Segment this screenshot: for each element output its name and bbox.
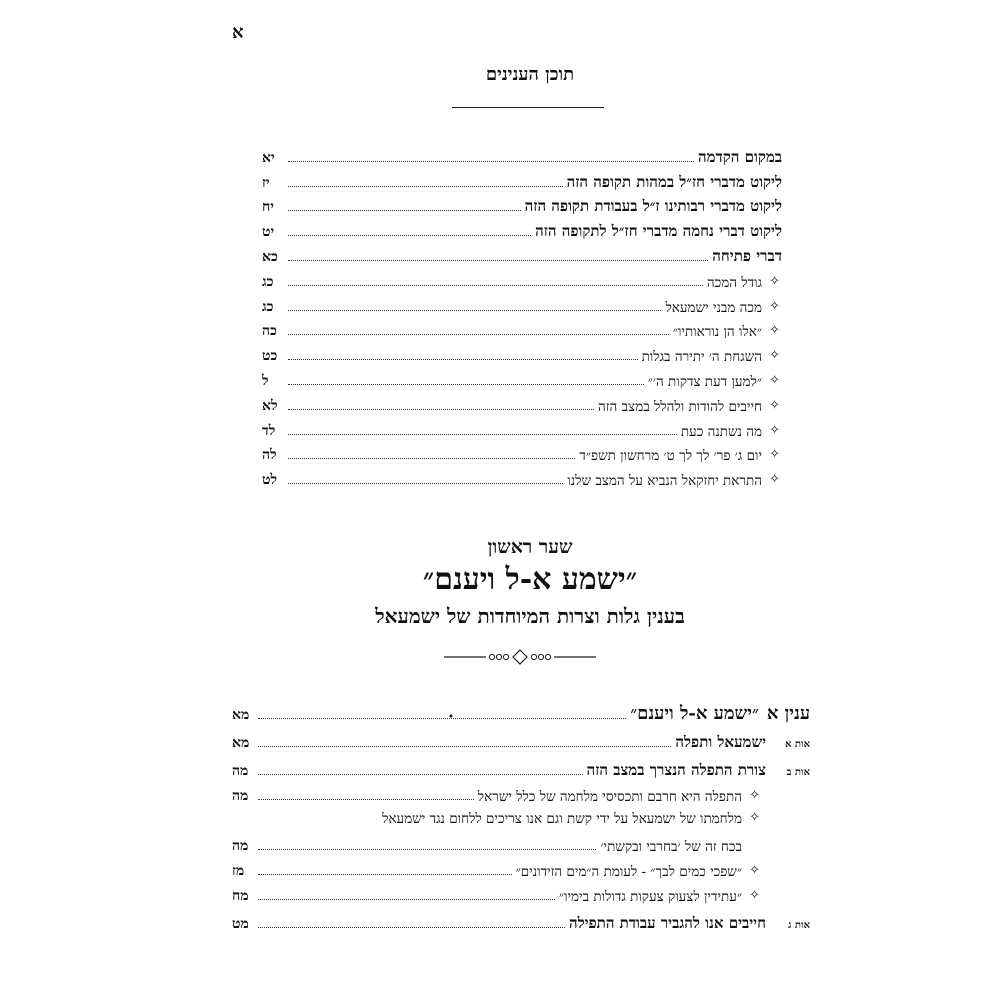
toc-entry[interactable] [262, 216, 782, 241]
toc-entry-text: ליקוט דברי נחמה מדברי חז״ל לתקופה הזה [535, 222, 782, 241]
toc-subentry[interactable] [262, 464, 782, 489]
diamond-bullet-icon: ✧ [749, 863, 760, 878]
toc-entry-text: יום ג׳ פר׳ לך לך ט׳ מרחשון תשפ״ד [579, 448, 762, 465]
toc-entry-text: ״למען דעת צדקות ה׳״ [647, 373, 762, 390]
toc-entry-page: כג [262, 273, 274, 290]
toc-entry-text: מה נשתנה כעת [680, 423, 762, 440]
toc-list [262, 142, 782, 489]
toc-entry-page: מז [232, 863, 245, 879]
dot-leader [288, 483, 563, 484]
diamond-bullet-icon: ✧ [769, 397, 780, 413]
toc-entry-page: יא [262, 149, 275, 166]
toc-entry-text: דברי פתיחה [712, 246, 782, 265]
toc-subentry[interactable] [232, 805, 810, 827]
chapter-toc [232, 690, 810, 933]
diamond-bullet-icon: ✧ [749, 810, 760, 825]
chapter-entry[interactable] [232, 690, 810, 724]
toc-subentry[interactable] [262, 266, 782, 291]
dot-leader [258, 718, 626, 719]
toc-entry-page: מה [232, 838, 249, 854]
diamond-bullet-icon: ✧ [769, 323, 780, 339]
toc-entry-text: התפלה היא חרבם ותכסיסי מלחמה של כלל ישראל [477, 789, 742, 805]
dot-leader [288, 235, 531, 236]
toc-entry[interactable] [262, 142, 782, 167]
toc-entry-text: ״שפכי כמים לבך״ - לעומת ה״מים הזידונים״ [515, 864, 742, 880]
dot-leader [288, 458, 575, 459]
toc-entry-text: ״עתידין לצעוק צעקות גדולות בימיו״ [558, 889, 742, 905]
section-subtitle: בענין גלות וצרות המיוחדות של ישמעאל [375, 604, 685, 628]
toc-subentry-continuation[interactable] [232, 827, 810, 855]
toc-entry-text: גודל המכה [706, 274, 762, 291]
toc-entry-page: לד [262, 422, 276, 439]
chapter-page: מא [232, 707, 250, 723]
diamond-bullet-icon: ✧ [769, 422, 780, 438]
toc-entry-page: כא [262, 248, 278, 265]
toc-entry-page: כט [262, 348, 278, 365]
toc-entry-page: יט [262, 224, 275, 241]
toc-entry-text: במקום הקדמה [698, 147, 782, 166]
diamond-bullet-icon: ✧ [749, 888, 760, 903]
dot-leader [258, 774, 583, 775]
dot-leader [288, 334, 669, 335]
toc-entry-text: מכה מבני ישמעאל [665, 299, 762, 316]
dot-leader [288, 161, 694, 162]
toc-entry-page: ל [262, 372, 269, 389]
toc-entry-text: ליקוט מדברי חז״ל במהות תקופה הזה [566, 172, 782, 191]
section-label: שער ראשון [487, 536, 573, 558]
toc-entry-page: מה [232, 788, 249, 804]
toc-subentry[interactable] [262, 440, 782, 465]
toc-subentry[interactable] [262, 365, 782, 390]
toc-entry-text: חייבים להודות ולהלל במצב הזה [598, 398, 762, 415]
diamond-bullet-icon: ✧ [769, 447, 780, 463]
chapter-title: ״ישמע א-ל ויענם״ [630, 703, 759, 724]
toc-entry[interactable] [262, 192, 782, 217]
dot-leader [258, 927, 565, 928]
dot-leader [258, 874, 512, 875]
toc-entry-text: השגחת ה׳ יתירה בגלות [641, 349, 762, 366]
ot-tag: אות א [785, 739, 810, 750]
toc-entry-page: לט [262, 472, 278, 489]
ot-entry[interactable] [232, 752, 810, 780]
toc-entry-page: כה [262, 323, 277, 340]
toc-entry-text: התראת יחזקאל הנביא על המצב שלנו [567, 473, 762, 490]
stray-dot: • [448, 712, 454, 723]
dot-leader [288, 310, 661, 311]
dot-leader [288, 285, 703, 286]
toc-entry-text: ליקוט מדברי רבותינו ז״ל בעבודת תקופה הזה [524, 197, 782, 216]
toc-subentry[interactable] [262, 316, 782, 341]
ot-entry[interactable] [232, 724, 810, 752]
diamond-bullet-icon: ✧ [769, 348, 780, 364]
toc-subentry[interactable] [232, 855, 810, 880]
chapter-prefix: ענין א [766, 703, 810, 724]
toc-subentry[interactable] [262, 415, 782, 440]
dot-leader [288, 186, 563, 187]
diamond-bullet-icon: ✧ [769, 273, 780, 289]
dot-leader [258, 746, 671, 747]
diamond-bullet-icon: ✧ [769, 472, 780, 488]
toc-entry-page: יז [262, 174, 270, 191]
toc-entry[interactable] [262, 241, 782, 266]
dot-leader [288, 359, 638, 360]
dot-leader [288, 260, 708, 261]
ot-text: צורת התפלה הנצרך במצב הזה [586, 761, 766, 779]
dot-leader [288, 384, 644, 385]
toc-subentry[interactable] [262, 340, 782, 365]
title-divider [452, 107, 604, 108]
toc-subentry[interactable] [262, 291, 782, 316]
section-title: ״ישמע א-ל ויענם״ [422, 562, 638, 597]
toc-subentry[interactable] [232, 880, 810, 905]
toc-title: תוכן הענינים [485, 64, 575, 85]
ot-page: מא [232, 735, 250, 751]
ot-text: ישמעאל ותפלה [675, 733, 766, 751]
ot-text: חייבים אנו להגביר עבודת התפילה [568, 914, 766, 932]
dot-leader [288, 409, 594, 410]
dot-leader [288, 210, 521, 211]
toc-entry-page: לה [262, 447, 277, 464]
dot-leader [258, 899, 555, 900]
toc-entry-page: מח [232, 888, 249, 904]
toc-entry-page: יח [262, 199, 274, 216]
toc-entry-page: לא [262, 397, 278, 414]
ot-page: מט [232, 916, 249, 932]
toc-subentry[interactable] [232, 780, 810, 805]
diamond-bullet-icon: ✧ [769, 372, 780, 388]
ot-page: מה [232, 763, 249, 779]
toc-entry-text: מלחמתו של ישמעאל על ידי קשת וגם אנו צריכים ללחום נגד ישמעאל [382, 811, 742, 827]
ot-tag: אות ב [786, 767, 810, 778]
toc-entry-page: כג [262, 298, 274, 315]
toc-entry-text: ״אלו הן נוראותיו״ [672, 324, 762, 341]
dot-leader [258, 799, 474, 800]
ornament-divider-icon [440, 648, 600, 666]
diamond-bullet-icon: ✧ [749, 788, 760, 803]
ot-tag: אות ג [788, 920, 810, 931]
diamond-bullet-icon: ✧ [769, 298, 780, 314]
toc-subentry[interactable] [262, 390, 782, 415]
dot-leader [288, 434, 677, 435]
dot-leader [258, 849, 596, 850]
toc-entry[interactable] [262, 167, 782, 192]
toc-entry-text: בכח זה של ׳בחרבי ובקשתי׳ [600, 839, 742, 855]
page-letter: א [232, 22, 244, 43]
ot-entry[interactable] [232, 905, 810, 933]
